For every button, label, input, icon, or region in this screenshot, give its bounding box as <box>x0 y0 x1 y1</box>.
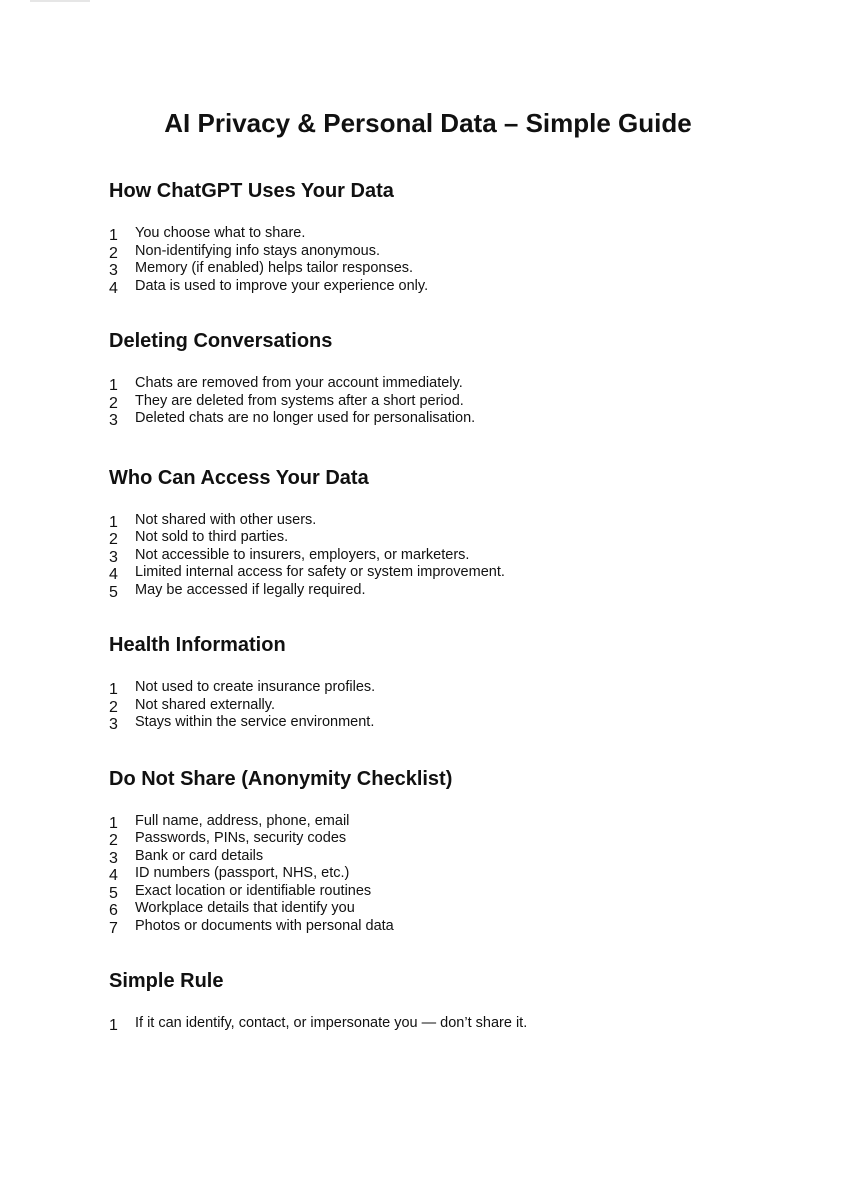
list-item <box>109 277 809 295</box>
item-number: 1 <box>109 377 118 394</box>
item-text: Exact location or identifiable routines <box>135 882 372 899</box>
section-heading: Who Can Access Your Data <box>109 466 369 489</box>
list-item <box>109 847 809 865</box>
item-number: 4 <box>109 566 118 583</box>
item-number: 1 <box>109 227 118 244</box>
item-text: Not shared with other users. <box>135 511 317 528</box>
item-text: Photos or documents with personal data <box>135 917 394 934</box>
item-number: 1 <box>109 814 118 832</box>
item-text: Not used to create insurance profiles. <box>135 679 376 695</box>
item-text: They are deleted from systems after a short period. <box>135 392 464 409</box>
section-heading: How ChatGPT Uses Your Data <box>109 180 394 202</box>
scan-edge-mark <box>30 0 90 2</box>
item-number: 2 <box>109 832 118 849</box>
item-number: 3 <box>109 849 118 867</box>
list-item <box>109 829 809 847</box>
numbered-list <box>109 1014 809 1032</box>
page-title: AI Privacy & Personal Data – Simple Guide <box>164 108 692 138</box>
item-text: Workplace details that identify you <box>135 900 355 916</box>
item-text: Full name, address, phone, email <box>135 812 350 829</box>
section-who-can-access <box>109 465 809 599</box>
item-text: Chats are removed from your account immediately. <box>135 375 463 391</box>
section-simple-rule <box>109 968 809 1032</box>
item-number: 5 <box>109 884 118 902</box>
section-health-information <box>109 632 809 731</box>
list-item <box>109 528 809 546</box>
list-item <box>109 678 809 696</box>
list-item <box>109 511 809 529</box>
list-item <box>109 224 809 242</box>
item-text: Non-identifying info stays anonymous. <box>135 242 381 259</box>
item-text: Data is used to improve your experience only. <box>135 277 429 294</box>
list-item <box>109 713 809 731</box>
list-item <box>109 392 809 410</box>
item-text: Bank or card details <box>135 847 264 864</box>
section-heading: Do Not Share (Anonymity Checklist) <box>109 767 453 790</box>
numbered-list <box>109 678 809 731</box>
list-item <box>109 864 809 882</box>
item-number: 3 <box>109 548 118 566</box>
item-number: 3 <box>109 716 118 733</box>
item-number: 7 <box>109 919 118 937</box>
numbered-list <box>109 812 809 935</box>
list-item <box>109 696 809 714</box>
item-number: 3 <box>109 262 118 279</box>
section-heading: Simple Rule <box>109 970 224 992</box>
numbered-list <box>109 374 809 427</box>
item-text: If it can identify, contact, or impersonate you — don’t share it. <box>135 1015 528 1031</box>
list-item <box>109 882 809 900</box>
numbered-list <box>109 511 809 599</box>
section-do-not-share <box>109 766 809 935</box>
item-text: ID numbers (passport, NHS, etc.) <box>135 865 350 881</box>
item-number: 2 <box>109 394 118 412</box>
item-text: Limited internal access for safety or system improvement. <box>135 564 505 580</box>
item-number: 1 <box>109 681 118 698</box>
list-item <box>109 1014 809 1032</box>
item-text: You choose what to share. <box>135 225 306 241</box>
item-number: 4 <box>109 867 118 884</box>
sections-container <box>109 178 809 1032</box>
item-text: Passwords, PINs, security codes <box>135 830 347 846</box>
section-deleting-conversations <box>109 328 809 427</box>
item-number: 1 <box>109 513 118 531</box>
item-text: Deleted chats are no longer used for personalisation. <box>135 410 476 426</box>
section-heading: Deleting Conversations <box>109 330 333 352</box>
list-item <box>109 812 809 830</box>
item-number: 4 <box>109 279 118 297</box>
list-item <box>109 409 809 427</box>
item-number: 5 <box>109 583 118 601</box>
section-heading: Health Information <box>109 634 286 656</box>
list-item <box>109 563 809 581</box>
item-text: Memory (if enabled) helps tailor responses. <box>135 260 414 276</box>
list-item <box>109 899 809 917</box>
numbered-list <box>109 224 809 297</box>
item-number: 6 <box>109 902 118 919</box>
item-text: Stays within the service environment. <box>135 714 375 730</box>
item-number: 2 <box>109 244 118 262</box>
list-item <box>109 242 809 260</box>
section-how-data-used <box>109 178 809 297</box>
list-item <box>109 374 809 392</box>
list-item <box>109 259 809 277</box>
list-item <box>109 546 809 564</box>
item-text: Not shared externally. <box>135 696 275 713</box>
item-number: 2 <box>109 531 118 548</box>
list-item <box>109 917 809 935</box>
item-number: 3 <box>109 412 118 429</box>
item-number: 1 <box>109 1017 118 1034</box>
list-item <box>109 581 809 599</box>
item-text: May be accessed if legally required. <box>135 581 366 598</box>
item-text: Not accessible to insurers, employers, or marketers. <box>135 546 470 563</box>
item-text: Not sold to third parties. <box>135 529 289 545</box>
item-number: 2 <box>109 698 118 716</box>
